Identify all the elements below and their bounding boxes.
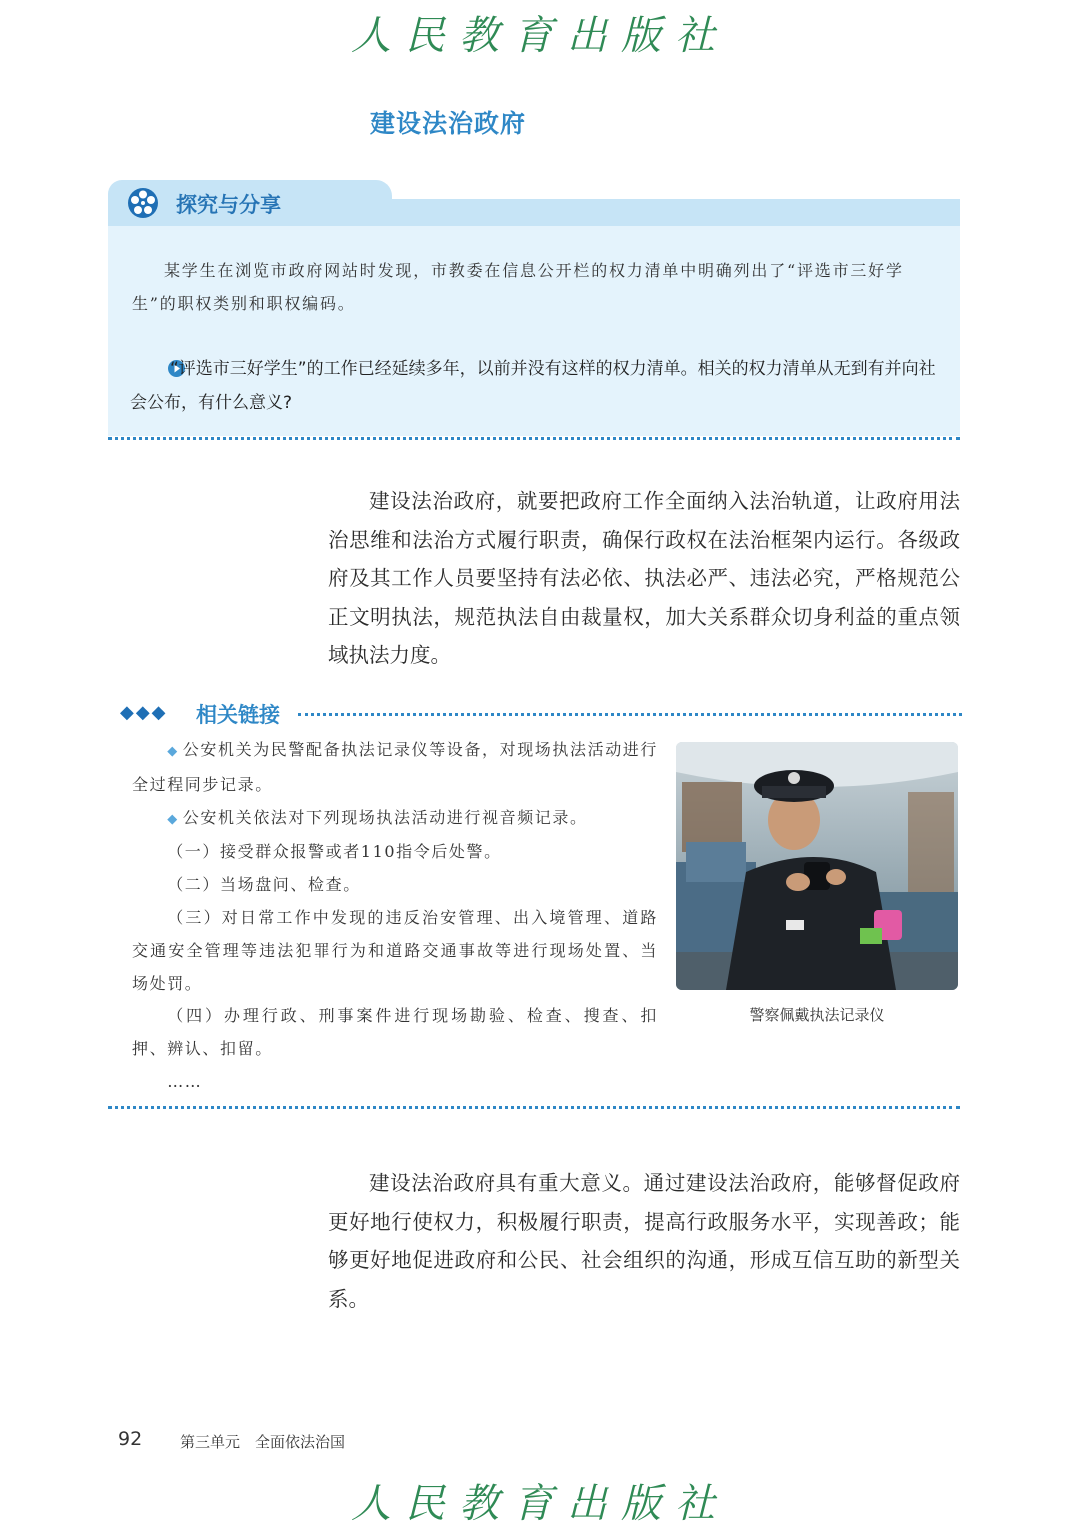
publisher-header: 人民教育出版社	[351, 13, 729, 59]
links-sub-2: （二）当场盘问、检查。	[167, 875, 361, 895]
links-item-1: ◆ 公安机关为民警配备执法记录仪等设备，对现场执法活动进行全过程同步记录。	[132, 740, 658, 794]
links-sub-3: （三）对日常工作中发现的违反治安管理、出入境管理、道路交通安全管理等违法犯罪行为和道路交通事故等进行现场处置、当场处罚。	[132, 907, 658, 993]
film-reel-icon	[126, 186, 160, 220]
links-title: 相关链接	[196, 703, 280, 727]
bullet-icon: ◆	[167, 744, 179, 759]
links-ellipsis: ……	[167, 1071, 203, 1091]
links-divider-bottom	[108, 1106, 960, 1109]
photo-caption: 警察佩戴执法记录仪	[749, 1006, 885, 1024]
body-paragraph-2: 建设法治政府具有重大意义。通过建设法治政府，能够督促政府更好地行使权力，积极履行职责，提高行政服务水平，实现善政；能够更好地促进政府和公民、社会组织的沟通，形成互信互助的新型关系。	[328, 1171, 960, 1311]
links-content	[132, 734, 658, 1099]
bullet-icon: ◆	[167, 811, 179, 827]
police-photo	[676, 742, 958, 990]
publisher-footer: 人民教育出版社	[351, 1481, 729, 1527]
diamond-icon: ◆◆◆	[120, 702, 168, 723]
links-sub-4: （四）办理行政、刑事案件进行现场勘验、检查、搜查、扣押、辨认、扣留。	[132, 1006, 658, 1059]
explore-label: 探究与分享	[176, 193, 281, 217]
explore-text: 某学生在浏览市政府网站时发现，市教委在信息公开栏的权力清单中明确列出了“评选市三好学生”的职权类别和职权编码。	[132, 261, 904, 313]
links-item-2: ◆ 公安机关依法对下列现场执法活动进行视音频记录。	[167, 807, 588, 827]
section-title: 建设法治政府	[370, 109, 527, 138]
unit-title: 第三单元 全面依法治国	[180, 1433, 346, 1451]
explore-divider	[108, 437, 960, 440]
links-sub-1: （一）接受群众报警或者110指令后处警。	[167, 842, 502, 862]
explore-question: “评选市三好学生”的工作已经延续多年，以前并没有这样的权力清单。相关的权力清单从无到有并向社会公布，有什么意义?	[130, 359, 936, 413]
page-number: 92	[118, 1428, 143, 1450]
body-paragraph-1: 建设法治政府，就要把政府工作全面纳入法治轨道，让政府用法治思维和法治方式履行职责，确保行政权在法治框架内运行。各级政府及其工作人员要坚持有法必依、执法必严、违法必究，严格规范公正文明执法，规范执法自由裁量权，加大关系群众切身利益的重点领域执法力度。	[328, 489, 960, 667]
links-divider-top	[298, 713, 962, 716]
